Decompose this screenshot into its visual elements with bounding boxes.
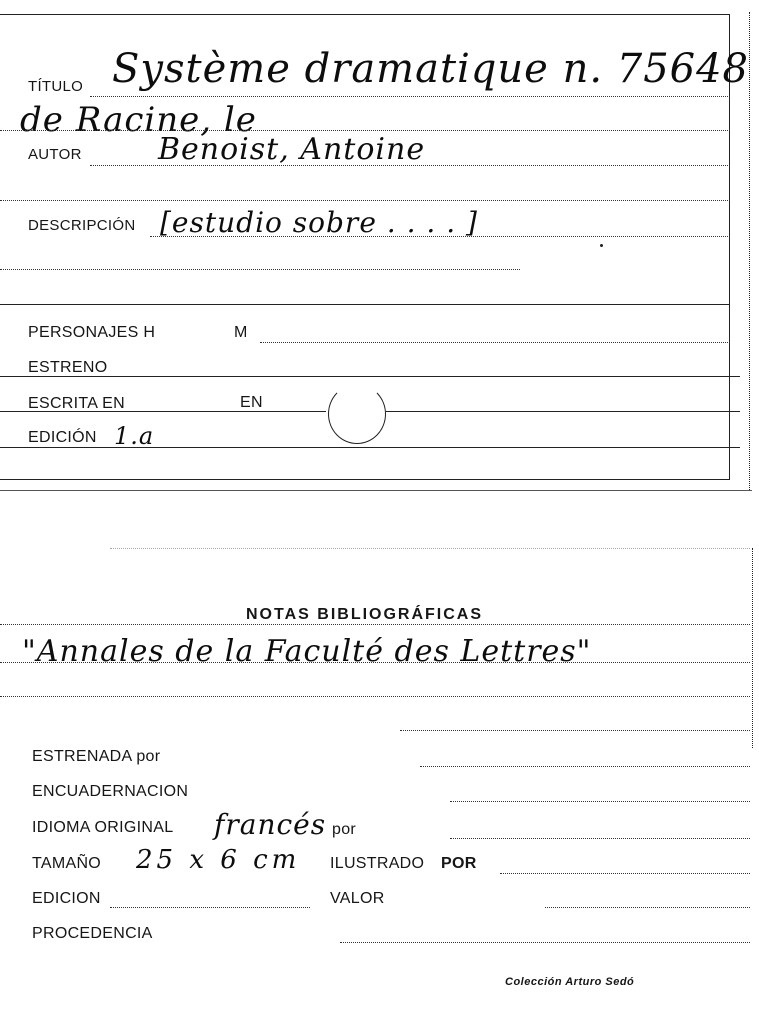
idioma-por-label: por <box>332 821 357 838</box>
autor-line <box>90 165 730 166</box>
personajes-h-label: PERSONAJES H <box>28 324 156 341</box>
idioma-value: francés <box>214 808 327 841</box>
descripcion-value: [estudio sobre . . . . ] <box>160 206 478 239</box>
card-right-shadow-2 <box>752 548 753 748</box>
personajes-line <box>260 342 730 343</box>
notas-title: NOTAS BIBLIOGRÁFICAS <box>246 606 484 623</box>
ilustrado-line <box>500 873 750 874</box>
titulo-line-2 <box>0 130 730 131</box>
tamano-value: 25 x 6 cm <box>136 845 301 875</box>
escrita-line-left <box>0 411 326 412</box>
encuadernacion-line <box>450 801 750 802</box>
ilustrado-label: ILUSTRADO <box>330 855 425 872</box>
titulo-value: Système dramatique n. 75648 <box>112 46 749 92</box>
edicion-line <box>0 447 740 448</box>
tamano-label: TAMAÑO <box>32 855 102 872</box>
idioma-label: IDIOMA ORIGINAL <box>32 819 174 836</box>
punch-hole <box>328 384 386 444</box>
procedencia-label: PROCEDENCIA <box>32 925 153 942</box>
procedencia-line <box>340 942 750 943</box>
personajes-m-label: M <box>234 324 248 341</box>
escrita-line-right <box>386 411 740 412</box>
titulo-value-continued: de Racine, le <box>20 100 257 140</box>
titulo-label: TÍTULO <box>28 78 84 95</box>
card-top-edge <box>0 14 730 15</box>
escrita-en-label: EN <box>240 394 263 411</box>
valor-label: VALOR <box>330 890 385 907</box>
card-top-faint <box>110 548 750 549</box>
idioma-line <box>450 838 750 839</box>
escrita-label: ESCRITA EN <box>28 395 125 412</box>
estrenada-line <box>420 766 750 767</box>
notas-line-2 <box>0 696 750 697</box>
estreno-line <box>0 376 740 377</box>
notas-line-3 <box>400 730 750 731</box>
descripcion-line <box>150 236 730 237</box>
notas-line-0 <box>0 624 750 625</box>
estreno-label: ESTRENO <box>28 359 108 376</box>
descripcion-label: DESCRIPCIÓN <box>28 217 136 234</box>
notas-value: "Annales de la Faculté des Lettres" <box>22 634 592 669</box>
ilustrado-por-label: POR <box>441 855 477 872</box>
estrenada-label: ESTRENADA por <box>32 748 161 765</box>
autor-line-2 <box>0 200 730 201</box>
card-bottom-edge <box>0 479 730 480</box>
descripcion-divider <box>0 304 730 305</box>
valor-line <box>545 907 750 908</box>
titulo-line <box>90 96 730 97</box>
edicion-label: EDICIÓN <box>28 429 97 446</box>
card-right-shadow <box>749 12 750 490</box>
coleccion-stamp: Colección Arturo Sedó <box>505 976 635 988</box>
descripcion-line-2 <box>0 269 520 270</box>
encuadernacion-label: ENCUADERNACION <box>32 783 189 800</box>
edicion-bottom-line <box>110 907 310 908</box>
autor-label: AUTOR <box>28 146 82 163</box>
card-shadow-edge <box>0 490 752 491</box>
ink-speck <box>600 244 603 247</box>
autor-value: Benoist, Antoine <box>158 132 426 167</box>
notas-line-1 <box>0 662 750 663</box>
edicion-value: 1.a <box>114 422 155 450</box>
edicion-bottom-label: EDICION <box>32 890 101 907</box>
